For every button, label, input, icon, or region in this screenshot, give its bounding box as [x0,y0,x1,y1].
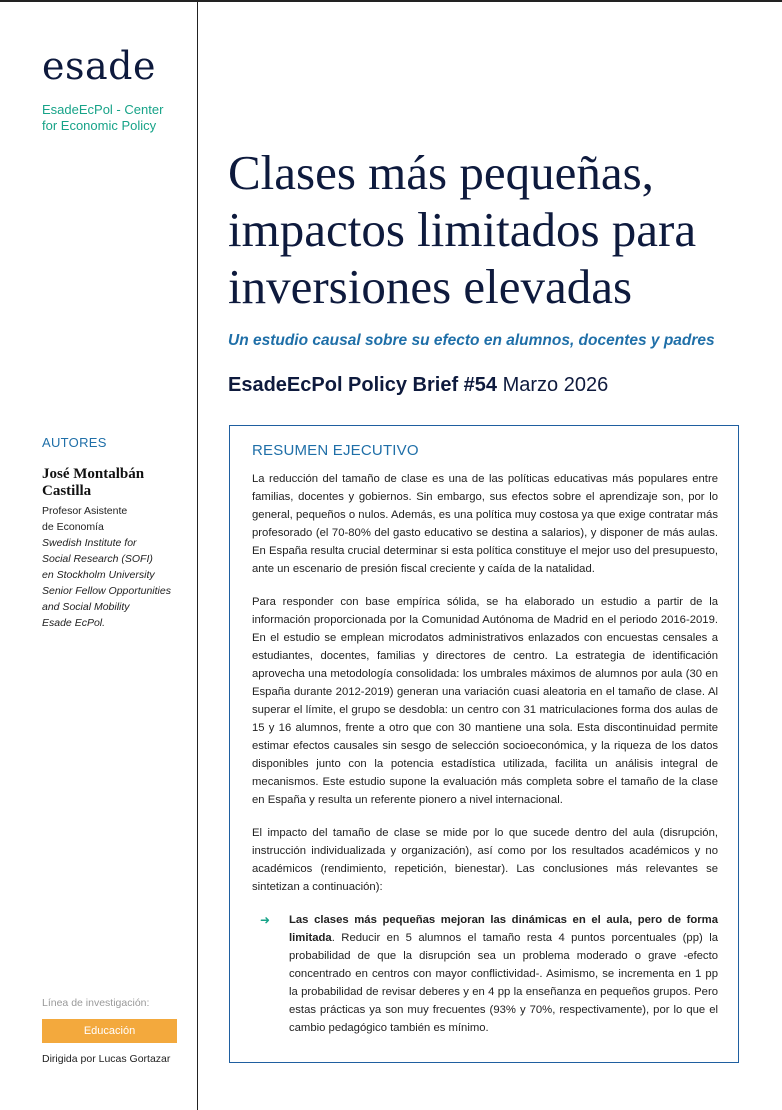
author-name-line: Castilla [42,483,92,499]
research-line-tag[interactable]: Educación [42,1019,177,1043]
executive-summary-box [229,425,739,1063]
executive-summary-title: RESUMEN EJECUTIVO [252,442,419,459]
sidebar-divider [197,0,198,1110]
title-line: inversiones elevadas [228,259,633,314]
affiliation-line: en Stockholm University [42,569,155,581]
affiliation-line: Senior Fellow Opportunities [42,585,171,597]
bullet-text: . Reducir en 5 alumnos el tamaño resta 4 puntos porcentuales (pp) la probabilidad de que la disrupción sea un problema moderado o grave -efecto concentrado en centros con mayor conflictividad-. Asimismo, se incrementa en 1 pp la probabilidad de revisar deberes y en 4 pp la enseñanza en pequeños grupos. Pero estas prácticas ya son muy frecuentes (93% y 70%, respectivamente), por lo que el cambio pedagógico también es mínimo. [289,932,718,1034]
author-affiliation [42,503,197,631]
arrow-right-icon: ➜ [260,913,271,927]
affiliation-line: Swedish Institute for [42,537,137,549]
affiliation-line: de Economía [42,521,104,533]
author-name-line: José Montalbán [42,466,145,482]
title-line: impactos limitados para [228,202,697,257]
top-rule [0,0,782,2]
page-title [228,144,768,315]
bullet-lead: Las clases más pequeñas mejoran las dinámicas en el aula, pero de forma limitada [289,914,718,944]
summary-paragraph: La reducción del tamaño de clase es una de las políticas educativas más populares entre familias, docentes y gobiernos. Sin embargo, sus efectos sobre el aprendizaje son, por lo general, pequeños o nulos. Además, es una política muy costosa ya que exige contratar más profesorado (el 70-80% del gasto educativo se destina a salarios), y disponer de más aulas. En España resulta crucial determinar si esta política constituye el mejor uso del presupuesto, ante un escenario de presión fiscal creciente y caída de la natalidad. [252,473,718,575]
research-line-label: Línea de investigación: [42,997,150,1009]
affiliation-line: Social Research (SOFI) [42,553,153,565]
org-line: EsadeEcPol - Center [42,102,164,117]
title-line: Clases más pequeñas, [228,145,654,200]
authors-label: AUTORES [42,435,107,450]
summary-paragraph: El impacto del tamaño de clase se mide por lo que sucede dentro del aula (disrupción, instrucción individualizada y organización), así como por los resultados académicos y no académicos (rendimiento, repetición, bienestar). Las conclusiones más relevantes se sintetizan a continuación): [252,827,718,893]
series-line [228,374,768,397]
org-line: for Economic Policy [42,118,157,133]
series-name: EsadeEcPol Policy Brief #54 [228,374,498,396]
summary-bullet [252,911,718,1037]
directed-by: Dirigida por Lucas Gortazar [42,1053,171,1065]
series-date: Marzo 2026 [497,374,609,396]
org-name [42,102,192,134]
summary-paragraph: Para responder con base empírica sólida, se ha elaborado un estudio a partir de la información proporcionada por la Comunidad Autónoma de Madrid en el periodo 2016-2019. En el estudio se emplean microdatos administrativos enlazados con encuestas censales a estudiantes, docentes, familias y directores de centro. La estrategia de identificación aprovecha una metodología consolidada: los umbrales máximos de alumnos por aula (30 en España durante 2012-2019) generan una variación cuasi aleatoria en el tamaño de clase. Al superar el límite, el grupo se desdobla: un centro con 31 matriculaciones forma dos aulas de 15 y 16 alumnos, frente a otro que con 30 mantiene una sola. Esta discontinuidad permite estimar efectos causales sin sesgo de selección socioeconómica, y la riqueza de los datos disponibles junto con la potencia estadística utilizada, facilita un análisis integral de mecanismos. Este estudio supone la evaluación más completa sobre el tamaño de la clase en España y resulta un referente pionero a nivel internacional. [252,596,718,806]
author-name [42,466,192,500]
executive-summary-body [252,470,718,1037]
affiliation-line: Esade EcPol. [42,617,106,629]
affiliation-line: and Social Mobility [42,601,130,613]
page-subtitle: Un estudio causal sobre su efecto en alumnos, docentes y padres [228,332,715,349]
esade-logo: esade [42,44,156,88]
affiliation-line: Profesor Asistente [42,505,128,517]
